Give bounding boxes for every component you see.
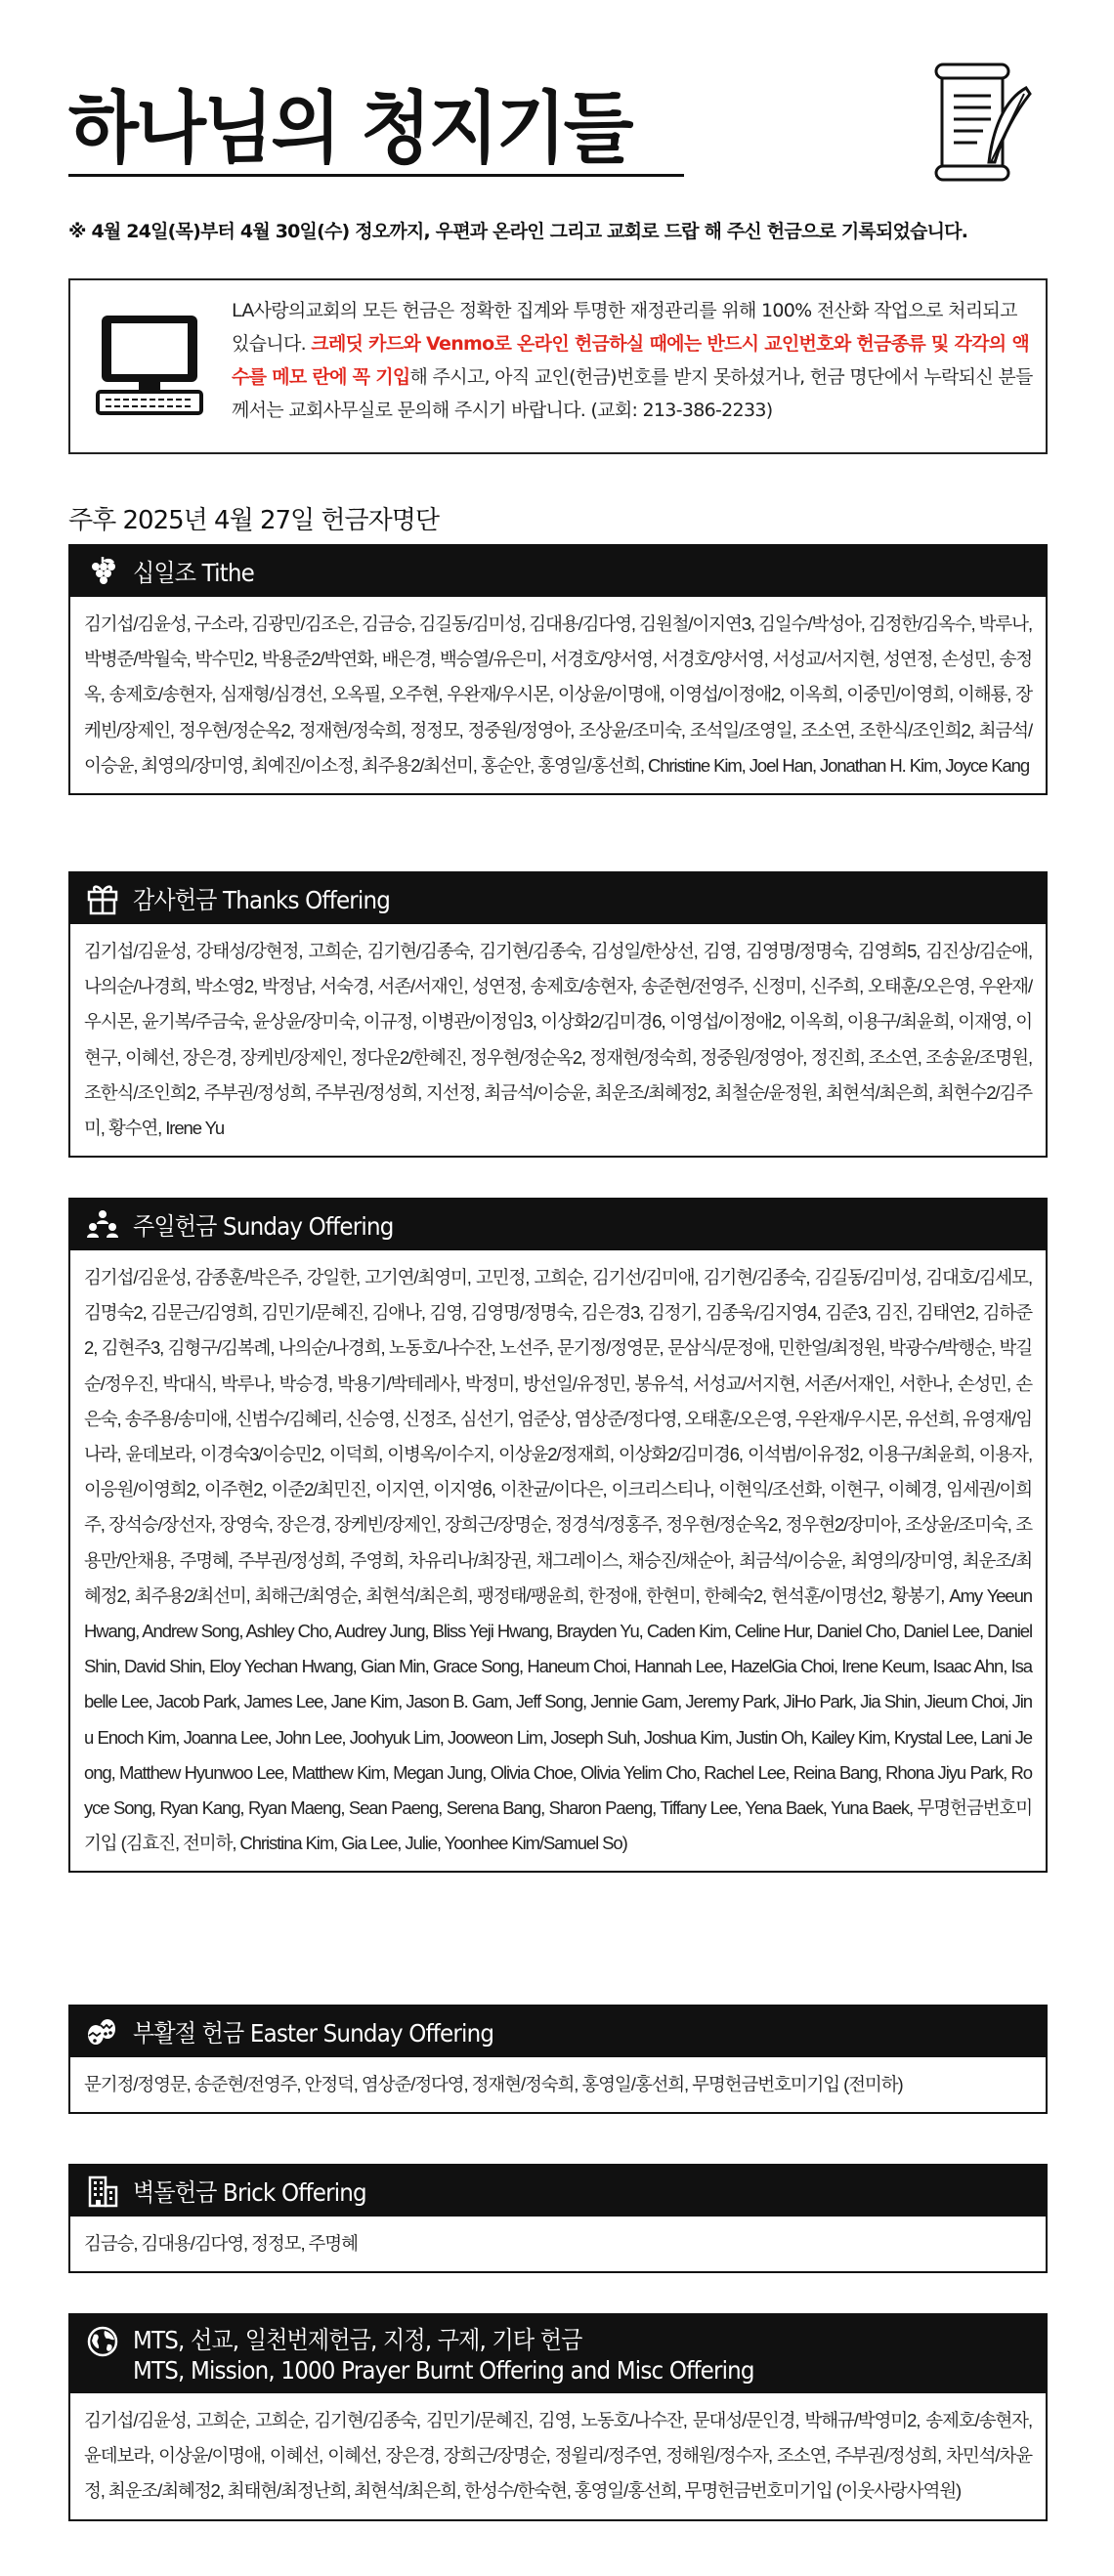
mts-title-ko: MTS, 선교, 일천번제헌금, 지정, 구제, 기타 헌금 xyxy=(133,2326,582,2354)
thanks-header xyxy=(70,873,1046,924)
gift-icon xyxy=(86,882,119,915)
easter-header xyxy=(70,2006,1046,2057)
info-text-end: 해 주시고, 아직 교인(헌금)번호를 받지 못하셨거나, 헌금 명단에서 누락되신 분들께서는 교회사무실로 문의해 주시기 바랍니다. (교회: 213-386-2233) xyxy=(232,366,1033,421)
sunday-names: 김기섭/김윤성, 감종훈/박은주, 강일한, 고기연/최영미, 고민정, 고희순, 김기선/김미애, 김기현/김종숙, 김길동/김미성, 김대호/김세모, 김명숙2, 김문근/김영희, 김민기/문혜진, 김애나, 김영, 김영명/정명숙, 김은경3, 김정기, 김종욱/김지영4, 김준3, 김진, 김태연2, 김하준2, 김현주3, 김형구/김복례, 나의순/나경희, 노동호/나수잔, 노선주, 문기정/정영문, 문삼식/문정애, 민한얼/최정원, 박광수/박행순, 박길순/정우진, 박대식, 박루나, 박승경, 박용기/박테레사, 박정미, 방선일/유정민, 봉유석, 서성교/서지현, 서존/서재인, 서한나, 손성민, 손은숙, 송주용/송미애, 신범수/김혜리, 신승영, 신정조, 심선기, 엄준상, 염상준/정다영, 오태훈/오은영, 우완재/우시몬, 유선희, 유영재/임나라, 윤데보라, 이경숙3/이승민2, 이덕희, 이병옥/이수지, 이상윤2/정재희, 이상화2/김미경6, 이석범/이유정2, 이용구/최윤희, 이용자, 이응원/이영희2, 이주현2, 이준2/최민진, 이지연, 이지영6, 이찬균/이다은, 이크리스티나, 이현익/조선화, 이현구, 이혜경, 임세권/이희주, 장석승/장선자, 장영숙, 장은경, 장케빈/장제인, 장희근/장명순, 정경석/정홍주, 정우현/정순옥2, 정우현2/장미아, 조상윤/조미숙, 조용만/안채용, 주명혜, 주부권/정성희, 주영희, 차유리나/최장권, 채그레이스, 채승진/채순아, 최금석/이승윤, 최영의/장미영, 최운조/최혜정2, 최주용2/최선미, 최해근/최영순, 최현석/최은희, 팽정태/팽윤희, 한정애, 한현미, 한혜숙2, 현석훈/이명선2, 황봉기, Amy Yeeun Hwang, Andrew Song, Ashley Cho, Audrey Jung, Bliss Yeji Hwang, Brayden Yu, Caden Kim, Celine Hur, Daniel Cho, Daniel Lee, Daniel Shin, David Shin, Eloy Yechan Hwang, Gian Min, Grace Song, Haneum Choi, Hannah Lee, HazelGia Choi, Irene Keum, Isaac Ahn, Isabelle Lee, Jacob Park, James Lee, Jane Kim, Jason B. Gam, Jeff Song, Jennie Gam, Jeremy Park, JiHo Park, Jia Shin, Jieum Choi, Jinu Enoch Kim, Joanna Lee, John Lee, Joohyuk Lim, Jooweon Lim, Joseph Suh, Joshua Kim, Justin Oh, Kailey Kim, Krystal Lee, Lani Jeong, Matthew Hyunwoo Lee, Matthew Kim, Megan Jung, Olivia Choe, Olivia Yelim Cho, Rachel Lee, Reina Bang, Rhona Jiyu Park, Royce Song, Ryan Kang, Ryan Maeng, Sean Paeng, Serena Bang, Sharon Paeng, Tiffany Lee, Yena Baek, Yuna Baek, 무명헌금번호미기입 (김효진, 전미하, Christina Kim, Gia Lee, Julie, Yoonhee Kim/Samuel So) xyxy=(84,1267,1032,1854)
thanks-title: 감사헌금 Thanks Offering xyxy=(133,886,391,914)
sunday-header xyxy=(70,1200,1046,1250)
notice-text: ※ 4월 24일(목)부터 4월 30일(수) 정오까지, 우편과 온라인 그리고 교회로 드랍 해 주신 헌금으로 기록되었습니다. xyxy=(68,221,968,242)
thanks-section xyxy=(68,871,1048,1158)
brick-title: 벽돌헌금 Brick Offering xyxy=(133,2178,366,2207)
mts-section xyxy=(68,2313,1048,2521)
title-underline xyxy=(68,174,684,177)
easter-eggs-icon xyxy=(86,2015,119,2048)
tithe-header xyxy=(70,546,1046,597)
info-text-start: LA사랑의교회의 모든 헌금은 정확한 집계와 투명한 재정관리를 위해 100% 전산화 작업으로 처리되고 있습니다. xyxy=(232,300,1017,355)
info-text-highlight: 크레딧 카드와 Venmo로 온라인 헌금하실 때에는 반드시 교인번호와 헌금종류 및 각각의 액수를 메모 란에 꼭 기입 xyxy=(232,333,1030,388)
easter-section xyxy=(68,2005,1048,2114)
grapes-icon xyxy=(86,555,119,588)
sunday-section xyxy=(68,1198,1048,1873)
people-icon xyxy=(86,1208,119,1242)
list-subtitle: 주후 2025년 4월 27일 헌금자명단 xyxy=(68,506,440,535)
brick-header xyxy=(70,2166,1046,2217)
info-text xyxy=(232,294,1033,427)
tithe-names: 김기섭/김윤성, 구소라, 김광민/김조은, 김금승, 김길동/김미성, 김대용/김다영, 김원철/이지연3, 김일수/박성아, 김정한/김옥수, 박루나, 박병준/박월숙, 박수민2, 박용준2/박연화, 배은경, 백승열/유은미, 서경호/양서영, 서경호/양서영, 서성교/서지현, 성연정, 손성민, 송정옥, 송제호/송현자, 심재형/심경선, 오옥필, 오주현, 우완재/우시몬, 이상윤/이명애, 이영섭/이정애2, 이옥희, 이중민/이영희, 이해룡, 장케빈/장제인, 정우현/정순옥2, 정재현/정숙희, 정정모, 정중원/정영아, 조상윤/조미숙, 조석일/조영일, 조소연, 조한식/조인희2, 최금석/이승윤, 최영의/장미영, 최예진/이소정, 최주용2/최선미, 홍순안, 홍영일/홍선희, Christine Kim, Joel Han, Jonathan H. Kim, Joyce Kang xyxy=(84,613,1032,776)
mts-header xyxy=(70,2315,1046,2393)
globe-icon xyxy=(86,2325,119,2358)
building-icon xyxy=(86,2175,119,2208)
sunday-title: 주일헌금 Sunday Offering xyxy=(133,1212,394,1241)
tithe-section xyxy=(68,544,1048,795)
tithe-title: 십일조 Tithe xyxy=(133,559,254,587)
brick-names: 김금승, 김대용/김다영, 정정모, 주명혜 xyxy=(84,2233,358,2254)
thanks-names: 김기섭/김윤성, 강태성/강현정, 고희순, 김기현/김종숙, 김기현/김종숙, 김성일/한상선, 김영, 김영명/정명숙, 김영희5, 김진상/김순애, 나의순/나경희, 박소영2, 박정남, 서숙경, 서존/서재인, 성연정, 송제호/송현자, 송준현/전영주, 신정미, 신주희, 오태훈/오은영, 우완재/우시몬, 윤기복/주금숙, 윤상윤/장미숙, 이규정, 이병관/이정임3, 이상화2/김미경6, 이영섭/이정애2, 이옥희, 이용구/최윤희, 이재영, 이현구, 이혜선, 장은경, 장케빈/장제인, 정다운2/한혜진, 정우현/정순옥2, 정재현/정숙희, 정중원/정영아, 정진희, 조소연, 조송윤/조명원, 조한식/조인희2, 주부권/정성희, 주부권/정성희, 지선정, 최금석/이승윤, 최운조/최혜정2, 최철순/윤정원, 최현석/최은희, 최현수2/김주미, 황수연, Irene Yu xyxy=(84,941,1032,1139)
easter-title: 부활절 헌금 Easter Sunday Offering xyxy=(133,2019,494,2048)
brick-section xyxy=(68,2164,1048,2273)
scroll-quill-icon xyxy=(928,61,1036,188)
mts-title-wrap xyxy=(133,2325,808,2386)
easter-names: 문기정/정영문, 송준현/전영주, 안정덕, 염상준/정다영, 정재현/정숙희, 홍영일/홍선희, 무명헌금번호미기입 (전미하) xyxy=(84,2074,903,2094)
computer-icon xyxy=(96,310,203,417)
mts-title-en: MTS, Mission, 1000 Prayer Burnt Offering and Misc Offering xyxy=(133,2356,754,2385)
mts-names: 김기섭/김윤성, 고희순, 고희순, 김기현/김종숙, 김민기/문혜진, 김영, 노동호/나수잔, 문대성/문인경, 박해규/박영미2, 송제호/송현자, 윤데보라, 이상윤/이명애, 이혜선, 이혜선, 장은경, 장희근/장명순, 정윌리/정주연, 정해원/정수자, 조소연, 주부권/정성희, 차민석/차윤정, 최운조/최혜정2, 최태현/최정난희, 최현석/최은희, 한성수/한숙현, 홍영일/홍선희, 무명헌금번호미기입 (이웃사랑사역원) xyxy=(84,2410,1032,2502)
info-box xyxy=(68,278,1048,454)
page-title: 하나님의 청지기들 xyxy=(68,83,631,174)
